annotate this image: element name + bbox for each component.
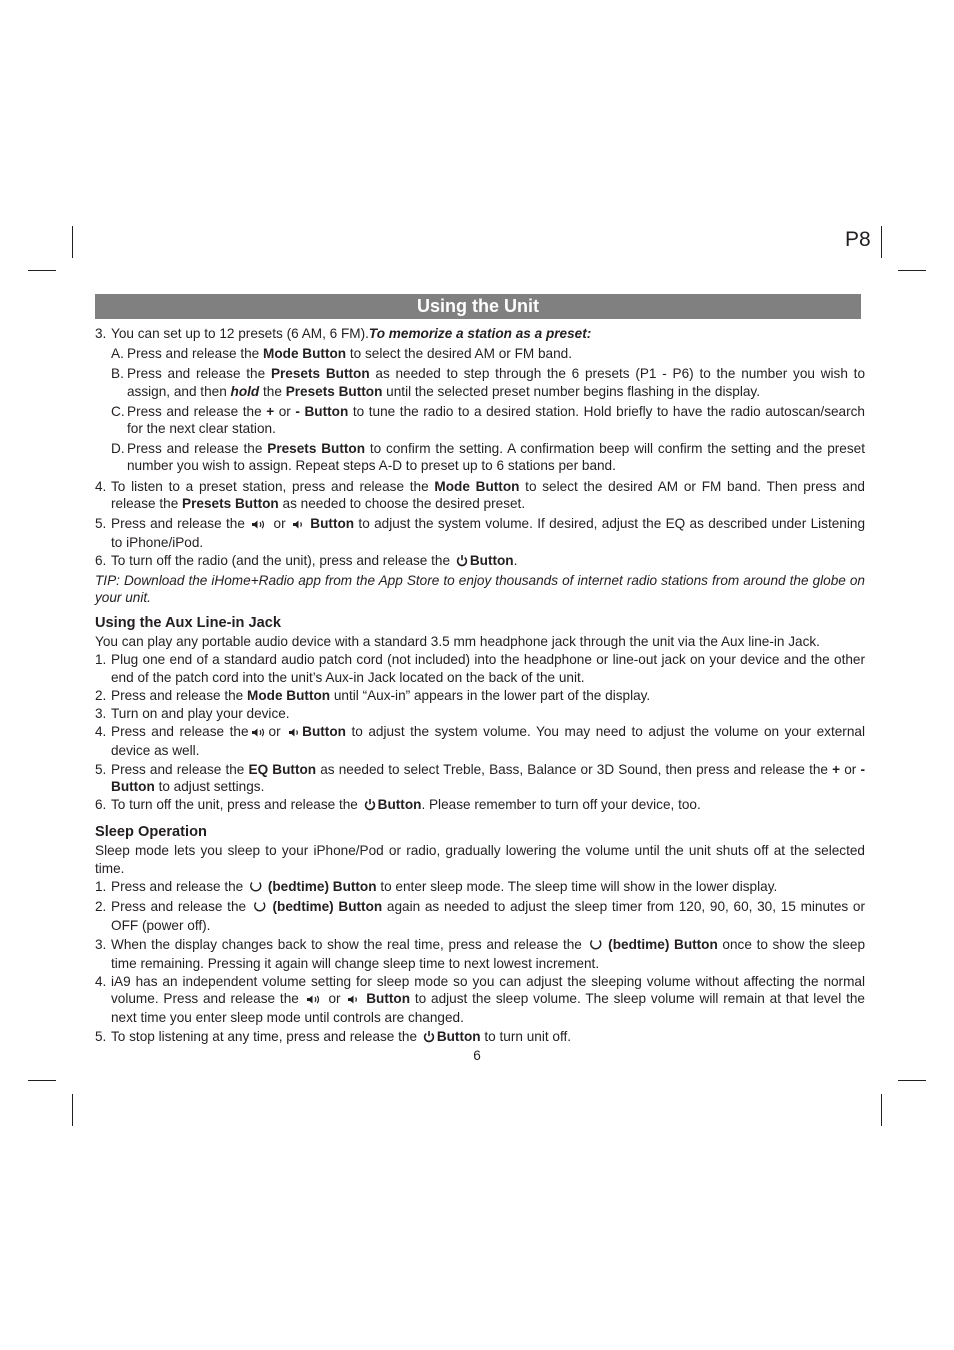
section-header: Using the Unit [95, 294, 861, 319]
bedtime-moon-icon [249, 880, 262, 897]
bedtime-moon-icon [253, 900, 266, 917]
list-item: 2. Press and release the Mode Button until “Aux-in” appears in the lower part of the display. [95, 687, 651, 703]
list-item: 2. Press and release the (bedtime) Button again as needed to adjust the sleep timer from 120, 90, 60, 30, 15 minutes or OFF (power off). [95, 899, 865, 934]
crop-mark [881, 226, 882, 258]
sub-item: A. Press and release the Mode Button to select the desired AM or FM band. [111, 346, 573, 362]
sub-item: D. Press and release the Presets Button to confirm the setting. A confirmation beep will confirm the setting and the preset number you wish to assign. Repeat steps A-D to preset up to 6 stations per band. [111, 441, 865, 474]
sub-item: B. Press and release the Presets Button as needed to step through the 6 presets (P1 - P6) to the number you wish to assign, and then hold the Presets Button until the selected preset number begins flashing in the display. [111, 366, 866, 399]
crop-mark [28, 1080, 56, 1081]
manual-content [95, 324, 865, 1047]
crop-mark [898, 1080, 926, 1081]
crop-mark [72, 1094, 73, 1126]
volume-down-icon [288, 725, 300, 742]
bedtime-moon-icon [589, 938, 602, 955]
list-item: 4. To listen to a preset station, press and release the Mode Button to select the desired AM or FM band. Then press and release the Presets Button as needed to choose the desired preset. [95, 478, 865, 511]
page-number: 6 [473, 1048, 481, 1063]
crop-mark [72, 226, 73, 258]
list-item: 6. To turn off the radio (and the unit), press and release the Button. [95, 552, 865, 571]
list-item: 1. Press and release the (bedtime) Button to enter sleep mode. The sleep time will show in the lower display. [95, 878, 865, 897]
list-item: 3. You can set up to 12 presets (6 AM, 6 FM).To memorize a station as a preset: [95, 326, 592, 341]
volume-up-icon [251, 725, 267, 742]
list-item: 3. Turn on and play your device. [95, 706, 290, 722]
power-icon [364, 798, 376, 815]
section-title: Using the Aux Line-in Jack [95, 615, 281, 632]
volume-up-icon [251, 517, 267, 534]
list-item: 4. Press and release the or Button to adjust the system volume. You may need to adjust the volume on your external device as well. [95, 724, 865, 759]
page-label: P8 [845, 228, 871, 251]
paragraph: Sleep mode lets you sleep to your iPhone/Pod or radio, gradually lowering the volume until the unit shuts off at the selected time. [95, 843, 865, 876]
list-item: 3. When the display changes back to show the real time, press and release the (bedtime) Button once to show the sleep time remaining. Pressing it again will change sleep time to next lowest increment. [95, 936, 866, 971]
list-item: 6. To turn off the unit, press and release the Button. Please remember to turn off your device, too. [95, 796, 865, 815]
volume-down-icon [347, 992, 359, 1009]
paragraph: You can play any portable audio device with a standard 3.5 mm headphone jack through the unit via the Aux line-in Jack. [95, 634, 820, 650]
list-item: 5. Press and release the or Button to adjust the system volume. If desired, adjust the EQ as described under Listening to iPhone/iPod. [95, 516, 866, 551]
list-item: 5. Press and release the EQ Button as needed to select Treble, Bass, Balance or 3D Sound, then press and release the + or - Button to adjust settings. [95, 761, 865, 794]
crop-mark [881, 1094, 882, 1126]
list-item: 1. Plug one end of a standard audio patch cord (not included) into the headphone or line-out jack on your device and the other end of the patch cord into the unit’s Aux-in Jack located on the back of the unit. [95, 652, 865, 685]
list-item: 4. iA9 has an independent volume setting for sleep mode so you can adjust the sleeping volume without affecting the normal volume. Press and release the or Button to adjust the sleep volume. The sleep volume will remain at that level the next time you enter sleep mode until controls are changed. [95, 973, 865, 1026]
section-title: Sleep Operation [95, 824, 207, 841]
tip-text: TIP: Download the iHome+Radio app from the App Store to enjoy thousands of internet radio stations from around the globe on your unit. [95, 572, 865, 605]
power-icon [423, 1030, 435, 1047]
crop-mark [28, 270, 56, 271]
list-item: 5. To stop listening at any time, press and release the Button to turn unit off. [95, 1028, 865, 1047]
volume-up-icon [306, 992, 322, 1009]
sub-item: C. Press and release the + or - Button to tune the radio to a desired station. Hold briefly to have the radio autoscan/search for the next clear station. [111, 403, 865, 437]
crop-mark [898, 270, 926, 271]
power-icon [456, 554, 468, 571]
volume-down-icon [292, 517, 304, 534]
